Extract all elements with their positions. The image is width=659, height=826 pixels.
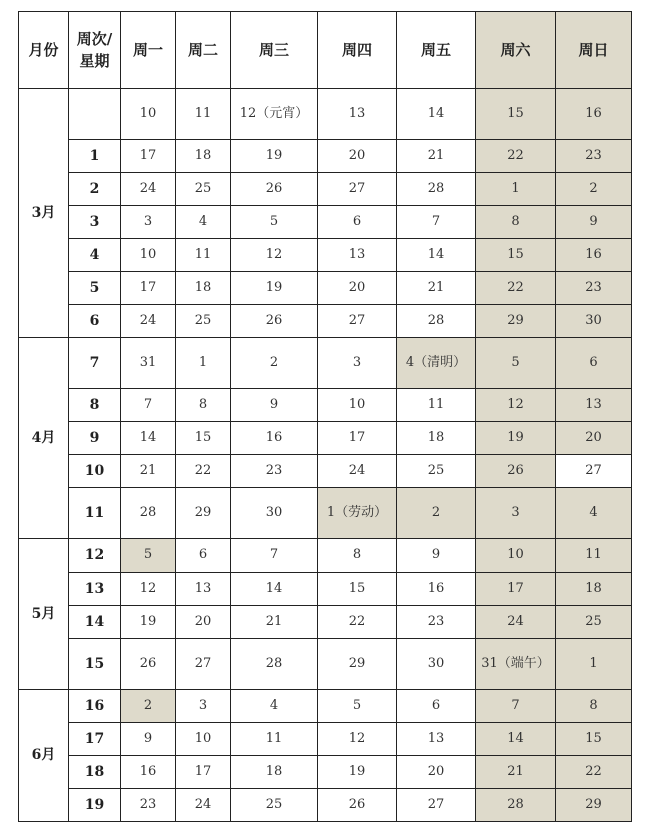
date-cell: 7 [397, 206, 476, 239]
table-row [19, 722, 632, 755]
date-cell: 19 [121, 605, 176, 638]
date-cell: 1 [176, 338, 231, 389]
date-cell: 18 [556, 572, 632, 605]
date-cell: 9 [397, 539, 476, 572]
date-cell: 2 [121, 689, 176, 722]
table-row [19, 389, 632, 422]
date-cell: 28 [121, 488, 176, 539]
date-cell: 13 [318, 89, 397, 140]
table-row [19, 140, 632, 173]
date-cell: 23 [121, 788, 176, 821]
date-cell: 30 [231, 488, 318, 539]
table-row [19, 206, 632, 239]
date-cell: 11 [176, 89, 231, 140]
date-cell: 11 [556, 539, 632, 572]
date-cell: 18 [397, 422, 476, 455]
date-cell: 27 [397, 788, 476, 821]
date-cell: 4 [231, 689, 318, 722]
date-cell: 3 [121, 206, 176, 239]
table-row [19, 638, 632, 689]
header-month: 月份 [19, 12, 69, 89]
date-cell: 17 [476, 572, 556, 605]
date-cell: 15 [556, 722, 632, 755]
table-row [19, 338, 632, 389]
header-day-fri: 周五 [397, 12, 476, 89]
date-cell: 20 [318, 140, 397, 173]
date-cell: 17 [176, 755, 231, 788]
date-cell: 1 [556, 638, 632, 689]
week-cell: 13 [69, 572, 121, 605]
table-row [19, 572, 632, 605]
date-cell: 7 [231, 539, 318, 572]
week-cell: 2 [69, 173, 121, 206]
date-cell: 1（劳动） [318, 488, 397, 539]
date-cell: 8 [476, 206, 556, 239]
week-cell [69, 89, 121, 140]
date-cell: 25 [556, 605, 632, 638]
date-cell: 22 [556, 755, 632, 788]
date-cell: 24 [121, 305, 176, 338]
date-cell: 31 [121, 338, 176, 389]
week-cell: 4 [69, 239, 121, 272]
date-cell: 6 [318, 206, 397, 239]
date-cell: 25 [176, 305, 231, 338]
date-cell: 26 [121, 638, 176, 689]
date-cell: 7 [121, 389, 176, 422]
date-cell: 29 [476, 305, 556, 338]
week-cell: 17 [69, 722, 121, 755]
date-cell: 27 [318, 305, 397, 338]
date-cell: 17 [121, 272, 176, 305]
date-cell: 5 [121, 539, 176, 572]
table-row [19, 455, 632, 488]
date-cell: 18 [176, 140, 231, 173]
date-cell: 19 [476, 422, 556, 455]
table-row [19, 605, 632, 638]
date-cell: 17 [121, 140, 176, 173]
table-row [19, 755, 632, 788]
week-cell: 7 [69, 338, 121, 389]
date-cell: 28 [231, 638, 318, 689]
date-cell: 14 [231, 572, 318, 605]
month-cell: 3月 [19, 89, 69, 338]
date-cell: 2 [231, 338, 318, 389]
date-cell: 4（清明） [397, 338, 476, 389]
date-cell: 15 [476, 89, 556, 140]
header-row [19, 12, 632, 89]
date-cell: 12 [318, 722, 397, 755]
date-cell: 24 [476, 605, 556, 638]
date-cell: 23 [397, 605, 476, 638]
header-day-mon: 周一 [121, 12, 176, 89]
date-cell: 29 [176, 488, 231, 539]
week-cell: 6 [69, 305, 121, 338]
table-row [19, 788, 632, 821]
table-row [19, 89, 632, 140]
date-cell: 24 [318, 455, 397, 488]
table-row [19, 422, 632, 455]
date-cell: 23 [556, 272, 632, 305]
date-cell: 4 [556, 488, 632, 539]
date-cell: 10 [318, 389, 397, 422]
date-cell: 15 [318, 572, 397, 605]
date-cell: 16 [121, 755, 176, 788]
date-cell: 9 [231, 389, 318, 422]
table-row [19, 272, 632, 305]
date-cell: 10 [176, 722, 231, 755]
date-cell: 5 [231, 206, 318, 239]
date-cell: 19 [231, 272, 318, 305]
date-cell: 23 [231, 455, 318, 488]
week-cell: 18 [69, 755, 121, 788]
table-row [19, 305, 632, 338]
date-cell: 27 [318, 173, 397, 206]
date-cell: 7 [476, 689, 556, 722]
date-cell: 29 [318, 638, 397, 689]
date-cell: 11 [176, 239, 231, 272]
date-cell: 14 [476, 722, 556, 755]
date-cell: 26 [231, 305, 318, 338]
date-cell: 26 [231, 173, 318, 206]
date-cell: 29 [556, 788, 632, 821]
date-cell: 9 [121, 722, 176, 755]
date-cell: 27 [176, 638, 231, 689]
date-cell: 13 [397, 722, 476, 755]
calendar-table [18, 11, 632, 822]
date-cell: 11 [397, 389, 476, 422]
date-cell: 16 [231, 422, 318, 455]
month-cell: 6月 [19, 689, 69, 821]
header-day-sat: 周六 [476, 12, 556, 89]
header-day-sun: 周日 [556, 12, 632, 89]
date-cell: 12 [231, 239, 318, 272]
date-cell: 5 [318, 689, 397, 722]
date-cell: 25 [176, 173, 231, 206]
header-day-wed: 周三 [231, 12, 318, 89]
date-cell: 22 [318, 605, 397, 638]
date-cell: 22 [176, 455, 231, 488]
date-cell: 26 [476, 455, 556, 488]
header-day-thu: 周四 [318, 12, 397, 89]
date-cell: 9 [556, 206, 632, 239]
date-cell: 10 [476, 539, 556, 572]
date-cell: 25 [397, 455, 476, 488]
week-cell: 11 [69, 488, 121, 539]
table-row [19, 689, 632, 722]
date-cell: 13 [318, 239, 397, 272]
date-cell: 4 [176, 206, 231, 239]
date-cell: 2 [397, 488, 476, 539]
month-cell: 4月 [19, 338, 69, 539]
date-cell: 3 [476, 488, 556, 539]
date-cell: 12（元宵） [231, 89, 318, 140]
week-cell: 8 [69, 389, 121, 422]
date-cell: 24 [176, 788, 231, 821]
date-cell: 5 [476, 338, 556, 389]
week-cell: 5 [69, 272, 121, 305]
week-cell: 9 [69, 422, 121, 455]
week-cell: 12 [69, 539, 121, 572]
date-cell: 24 [121, 173, 176, 206]
date-cell: 20 [556, 422, 632, 455]
date-cell: 23 [556, 140, 632, 173]
week-cell: 16 [69, 689, 121, 722]
date-cell: 6 [556, 338, 632, 389]
date-cell: 6 [176, 539, 231, 572]
date-cell: 20 [318, 272, 397, 305]
date-cell: 21 [476, 755, 556, 788]
date-cell: 14 [121, 422, 176, 455]
date-cell: 8 [556, 689, 632, 722]
date-cell: 16 [556, 89, 632, 140]
date-cell: 25 [231, 788, 318, 821]
table-row [19, 173, 632, 206]
date-cell: 11 [231, 722, 318, 755]
table-row [19, 488, 632, 539]
date-cell: 3 [176, 689, 231, 722]
table-row [19, 539, 632, 572]
date-cell: 28 [476, 788, 556, 821]
date-cell: 15 [476, 239, 556, 272]
date-cell: 21 [397, 140, 476, 173]
date-cell: 19 [231, 140, 318, 173]
date-cell: 3 [318, 338, 397, 389]
week-cell: 1 [69, 140, 121, 173]
date-cell: 14 [397, 89, 476, 140]
month-cell: 5月 [19, 539, 69, 689]
date-cell: 16 [556, 239, 632, 272]
date-cell: 13 [556, 389, 632, 422]
week-cell: 3 [69, 206, 121, 239]
date-cell: 16 [397, 572, 476, 605]
date-cell: 20 [397, 755, 476, 788]
date-cell: 20 [176, 605, 231, 638]
date-cell: 28 [397, 305, 476, 338]
date-cell: 10 [121, 239, 176, 272]
date-cell: 1 [476, 173, 556, 206]
date-cell: 31（端午） [476, 638, 556, 689]
date-cell: 15 [176, 422, 231, 455]
date-cell: 30 [397, 638, 476, 689]
date-cell: 17 [318, 422, 397, 455]
date-cell: 21 [397, 272, 476, 305]
week-cell: 19 [69, 788, 121, 821]
date-cell: 10 [121, 89, 176, 140]
date-cell: 14 [397, 239, 476, 272]
date-cell: 2 [556, 173, 632, 206]
date-cell: 27 [556, 455, 632, 488]
date-cell: 12 [476, 389, 556, 422]
date-cell: 30 [556, 305, 632, 338]
date-cell: 12 [121, 572, 176, 605]
date-cell: 28 [397, 173, 476, 206]
date-cell: 22 [476, 140, 556, 173]
week-cell: 14 [69, 605, 121, 638]
date-cell: 22 [476, 272, 556, 305]
header-week: 周次/星期 [69, 12, 121, 89]
date-cell: 26 [318, 788, 397, 821]
week-cell: 15 [69, 638, 121, 689]
week-cell: 10 [69, 455, 121, 488]
date-cell: 8 [318, 539, 397, 572]
header-day-tue: 周二 [176, 12, 231, 89]
date-cell: 21 [121, 455, 176, 488]
date-cell: 19 [318, 755, 397, 788]
table-row [19, 239, 632, 272]
date-cell: 21 [231, 605, 318, 638]
date-cell: 18 [176, 272, 231, 305]
date-cell: 18 [231, 755, 318, 788]
date-cell: 8 [176, 389, 231, 422]
date-cell: 13 [176, 572, 231, 605]
date-cell: 6 [397, 689, 476, 722]
